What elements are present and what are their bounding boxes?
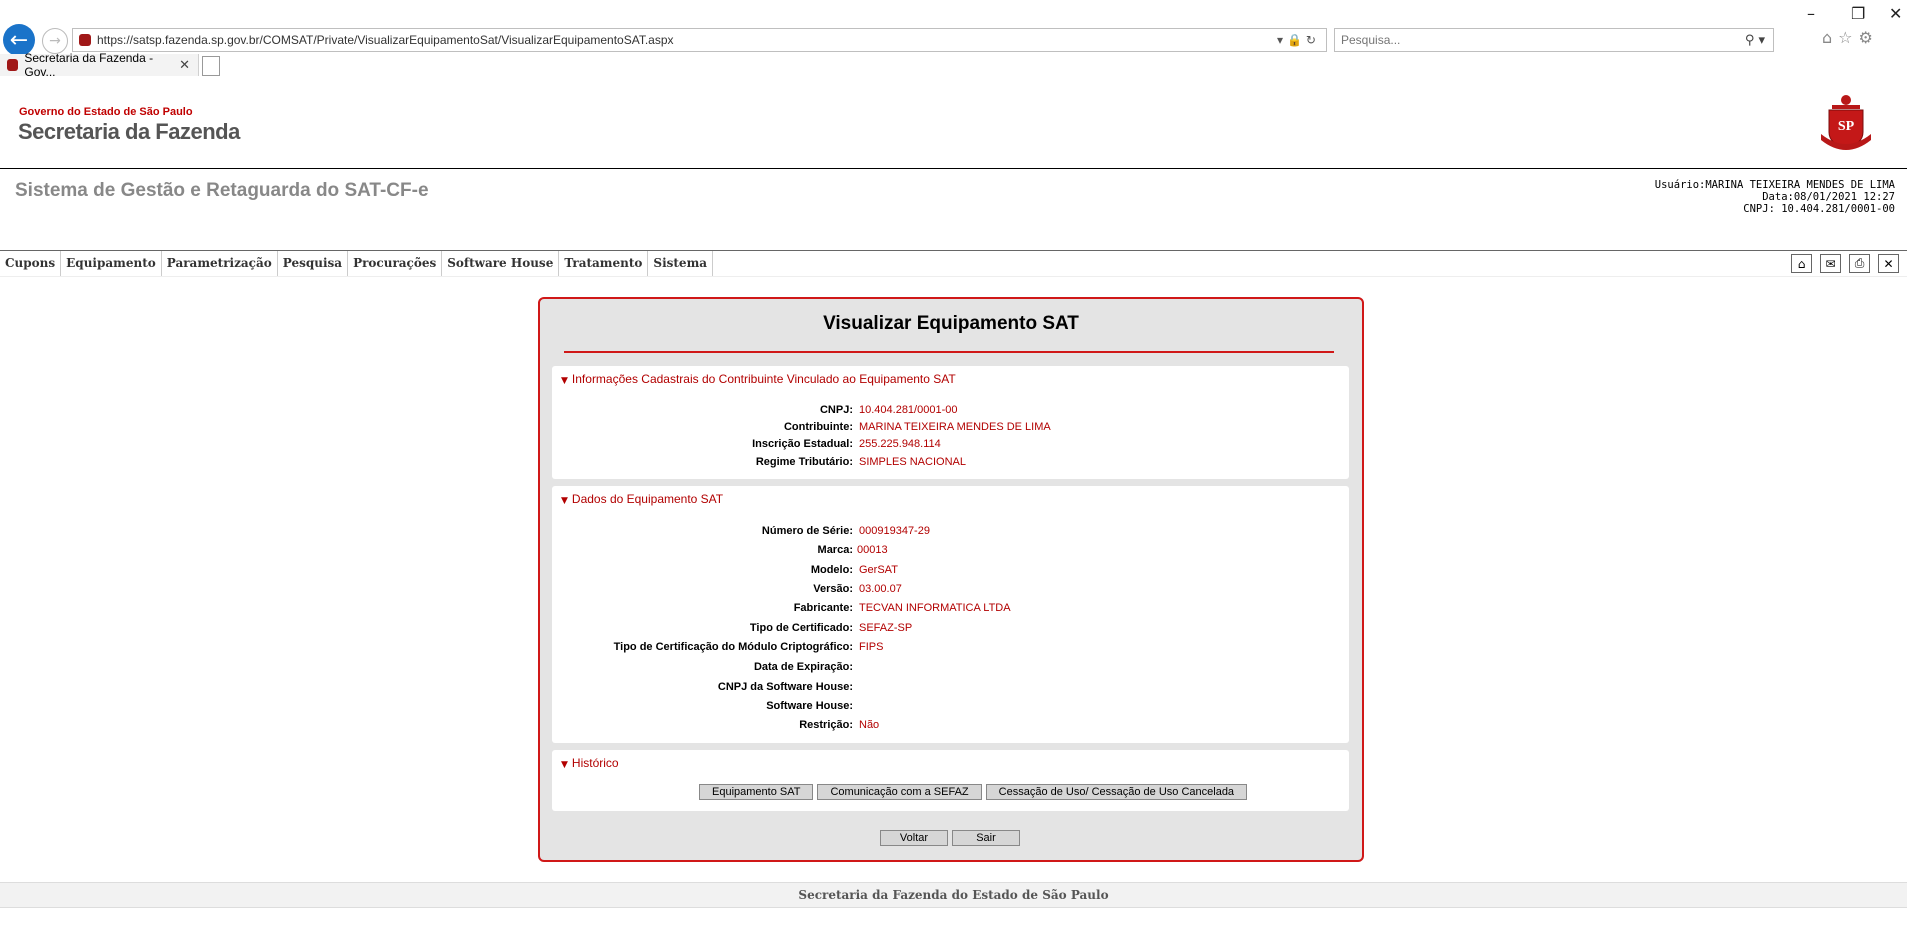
- field-label: Restrição:: [799, 719, 853, 731]
- section-contribuinte: [552, 366, 1349, 479]
- new-tab-button[interactable]: [202, 56, 220, 76]
- browser-chrome: [0, 0, 1907, 79]
- exit-button[interactable]: Sair: [952, 830, 1020, 846]
- view-equipment-panel: [538, 297, 1364, 862]
- menu-item-software-house[interactable]: Software House: [442, 251, 559, 276]
- system-title: Sistema de Gestão e Retaguarda do SAT-CF-e: [15, 180, 429, 201]
- section-historico-header[interactable]: [552, 750, 1349, 770]
- address-bar[interactable]: [72, 28, 1327, 52]
- tab-close-icon[interactable]: ✕: [179, 57, 190, 73]
- field-label: Tipo de Certificação do Módulo Criptográfico:: [613, 641, 853, 653]
- field-label: CNPJ:: [819, 404, 853, 416]
- search-icon[interactable]: ⚲ ▾: [1744, 32, 1765, 48]
- gov-label: Governo do Estado de São Paulo: [19, 106, 193, 118]
- field-label: Número de Série:: [761, 525, 853, 537]
- field-label: Tipo de Certificado:: [749, 622, 853, 634]
- page-footer: Secretaria da Fazenda do Estado de São Paulo: [0, 882, 1907, 908]
- section-contribuinte-header[interactable]: [552, 366, 1349, 386]
- field-row: [552, 438, 1349, 454]
- window-close-icon[interactable]: ✕: [1889, 4, 1903, 23]
- menu-item-parametrizacao[interactable]: Parametrização: [162, 251, 278, 276]
- main-menu-bar: [0, 250, 1907, 277]
- sp-coat-of-arms-logo: [1817, 90, 1875, 152]
- back-arrow-icon: ←: [9, 27, 29, 53]
- field-label: Data de Expiração:: [753, 661, 853, 673]
- field-value: FIPS: [859, 641, 884, 653]
- header-divider: [0, 168, 1907, 169]
- field-row: [552, 700, 1349, 716]
- logo-text: SP: [1837, 119, 1855, 134]
- field-value: SEFAZ-SP: [859, 622, 913, 634]
- close-icon[interactable]: ✕: [1878, 254, 1899, 273]
- search-input[interactable]: [1335, 32, 1745, 48]
- tab-title: Secretaria da Fazenda - Gov...: [24, 51, 154, 79]
- field-label: Versão:: [813, 583, 853, 595]
- field-row: [552, 719, 1349, 735]
- section-equipamento: [552, 486, 1349, 743]
- field-label: Fabricante:: [793, 602, 853, 614]
- field-value: MARINA TEIXEIRA MENDES DE LIMA: [859, 421, 1051, 433]
- home-icon[interactable]: ⌂: [1791, 254, 1812, 273]
- search-box[interactable]: [1334, 28, 1774, 52]
- history-buttons: [699, 784, 1247, 800]
- print-icon[interactable]: ⎙: [1849, 254, 1870, 273]
- field-row: [552, 456, 1349, 472]
- field-label: Inscrição Estadual:: [752, 438, 853, 450]
- section-equipamento-title: Dados do Equipamento SAT: [571, 492, 724, 506]
- field-value: SIMPLES NACIONAL: [859, 456, 966, 468]
- field-row: [552, 661, 1349, 677]
- back-action-button[interactable]: Voltar: [880, 830, 948, 846]
- history-comunicacao-button[interactable]: Comunicação com a SEFAZ: [817, 784, 981, 800]
- tab-favicon-icon: [7, 59, 18, 71]
- field-label: Software House:: [766, 700, 853, 712]
- field-row: [552, 525, 1349, 541]
- main-menu: [0, 251, 1907, 276]
- restore-icon[interactable]: ❐: [1851, 4, 1866, 23]
- minimize-icon[interactable]: –: [1807, 4, 1815, 23]
- section-equipamento-header[interactable]: [552, 486, 1349, 506]
- user-info: [1655, 179, 1895, 215]
- collapse-triangle-icon: ▼: [561, 760, 568, 770]
- forward-arrow-icon: →: [49, 33, 61, 49]
- field-value: 10.404.281/0001-00: [859, 404, 958, 416]
- field-row: [552, 583, 1349, 599]
- browser-tab[interactable]: [0, 51, 199, 79]
- field-row: [552, 641, 1349, 657]
- panel-actions: [880, 830, 1020, 846]
- address-tools-icon[interactable]: ▾🔒↻: [1276, 33, 1320, 47]
- menu-item-tratamento[interactable]: Tratamento: [559, 251, 648, 276]
- history-cessacao-button[interactable]: Cessação de Uso/ Cessação de Uso Cancelada: [986, 784, 1247, 800]
- user-name: Usuário:MARINA TEIXEIRA MENDES DE LIMA: [1654, 179, 1895, 191]
- mail-icon[interactable]: ✉: [1820, 254, 1841, 273]
- user-cnpj: CNPJ: 10.404.281/0001-00: [1743, 203, 1895, 215]
- menu-item-cupons[interactable]: Cupons: [0, 251, 61, 276]
- field-value: Não: [859, 719, 880, 731]
- field-value: TECVAN INFORMATICA LTDA: [859, 602, 1011, 614]
- field-label: Modelo:: [810, 564, 853, 576]
- field-value: GerSAT: [859, 564, 898, 576]
- menu-item-equipamento[interactable]: Equipamento: [61, 251, 162, 276]
- field-label: Regime Tributário:: [755, 456, 853, 468]
- field-value: 255.225.948.114: [859, 438, 941, 450]
- field-row: [552, 404, 1349, 420]
- history-equipamento-button[interactable]: Equipamento SAT: [699, 784, 813, 800]
- address-url[interactable]: https://satsp.fazenda.sp.gov.br/COMSAT/Private/VisualizarEquipamentoSat/VisualizarEquipamentoSAT.aspx: [97, 33, 674, 47]
- field-label: CNPJ da Software House:: [717, 681, 853, 693]
- menu-item-procuracoes[interactable]: Procurações: [348, 251, 442, 276]
- field-value: 03.00.07: [859, 583, 902, 595]
- collapse-triangle-icon: ▼: [561, 376, 568, 386]
- field-row: [552, 622, 1349, 638]
- section-historico-title: Histórico: [571, 756, 619, 770]
- section-contribuinte-title: Informações Cadastrais do Contribuinte Vinculado ao Equipamento SAT: [571, 372, 956, 386]
- menu-item-pesquisa[interactable]: Pesquisa: [278, 251, 348, 276]
- field-row: [552, 544, 1349, 560]
- field-label: Marca:: [817, 544, 853, 556]
- org-name: Secretaria da Fazenda: [18, 119, 240, 144]
- field-row: [552, 421, 1349, 437]
- browser-toolbar-icons[interactable]: ⌂☆⚙: [1822, 28, 1879, 47]
- section-historico: [552, 750, 1349, 811]
- menu-action-icons: [1791, 254, 1899, 273]
- field-value: 000919347-29: [859, 525, 930, 537]
- field-row: [552, 602, 1349, 618]
- field-row: [552, 564, 1349, 580]
- menu-item-sistema[interactable]: Sistema: [648, 251, 713, 276]
- collapse-triangle-icon: ▼: [561, 496, 568, 506]
- site-favicon-icon: [79, 34, 91, 46]
- session-date: Data:08/01/2021 12:27: [1762, 191, 1895, 203]
- page-title: Visualizar Equipamento SAT: [823, 313, 1079, 334]
- field-label: Contribuinte:: [783, 421, 853, 433]
- field-row: [552, 681, 1349, 697]
- title-divider: [564, 351, 1334, 353]
- field-value: 00013: [857, 544, 888, 556]
